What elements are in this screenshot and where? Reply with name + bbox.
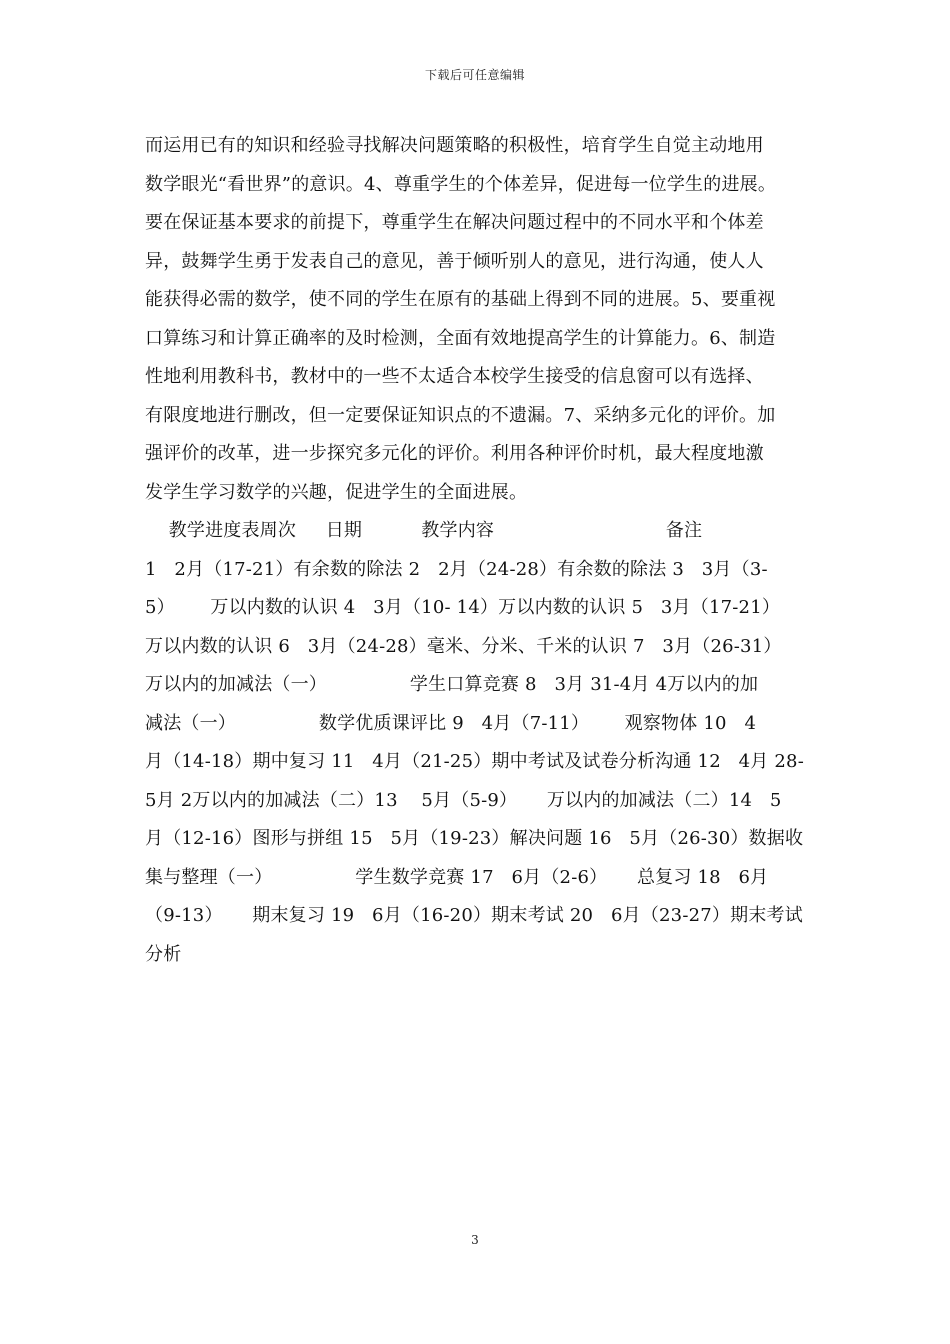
schedule-line: 万以内的加减法（一） 学生口算竞赛 8 3月 31-4月 4万以内的加 <box>145 674 759 695</box>
schedule-line: 月（14-18）期中复习 11 4月（21-25）期中考试及试卷分析沟通 12 4月 28- <box>145 751 804 772</box>
body-line: 发学生学习数学的兴趣，促进学生的全面进展。 <box>145 481 528 503</box>
schedule-line: 减法（一） 数学优质课评比 9 4月（7-11） 观察物体 10 4 <box>145 712 757 734</box>
schedule-line: （9-13） 期末复习 19 6月（16-20）期末考试 20 6月（23-27）期末考试 <box>145 905 803 926</box>
schedule-line: 1 2月（17-21）有余数的除法 2 2月（24-28）有余数的除法 3 3月（3- <box>145 558 768 580</box>
schedule-line: 5月 2万以内的加减法（二）13 5月（5-9） 万以内的加减法（二）14 5 <box>145 789 782 811</box>
body-line: 口算练习和计算正确率的及时检测，全面有效地提高学生的计算能力。6、制造 <box>145 327 776 349</box>
body-line: 异，鼓舞学生勇于发表自己的意见，善于倾听别人的意见，进行沟通，使人人 <box>145 250 764 272</box>
schedule-line: 集与整理（一） 学生数学竞赛 17 6月（2-6） 总复习 18 6月 <box>145 866 769 888</box>
page-number: 3 <box>471 1233 479 1247</box>
header-note: 下载后可任意编辑 <box>424 68 525 82</box>
body-line: 能获得必需的数学，使不同的学生在原有的基础上得到不同的进展。5、要重视 <box>145 289 776 310</box>
body-line: 数学眼光“看世界”的意识。4、尊重学生的个体差异，促进每一位学生的进展。 <box>145 173 777 195</box>
body-line: 强评价的改革，进一步探究多元化的评价。利用各种评价时机，最大程度地激 <box>145 443 764 464</box>
schedule-line: 月（12-16）图形与拼组 15 5月（19-23）解决问题 16 5月（26-30）数据收 <box>145 828 804 849</box>
body-line: 而运用已有的知识和经验寻找解决问题策略的积极性，培育学生自觉主动地用 <box>145 135 764 156</box>
body-line: 要在保证基本要求的前提下，尊重学生在解决问题过程中的不同水平和个体差 <box>145 212 764 233</box>
body-line: 有限度地进行删改，但一定要保证知识点的不遗漏。7、采纳多元化的评价。加 <box>145 404 776 426</box>
schedule-heading-line: 教学进度表周次 日期 教学内容 备注 <box>145 520 703 541</box>
document-body <box>145 127 810 974</box>
schedule-line: 万以内数的认识 6 3月（24-28）毫米、分米、千米的认识 7 3月（26-31） <box>145 635 782 657</box>
body-line: 性地利用教科书，教材中的一些不太适合本校学生接受的信息窗可以有选择、 <box>145 366 764 387</box>
schedule-line: 5） 万以内数的认识 4 3月（10- 14）万以内数的认识 5 3月（17-21） <box>145 597 781 618</box>
schedule-line: 分析 <box>145 943 182 965</box>
